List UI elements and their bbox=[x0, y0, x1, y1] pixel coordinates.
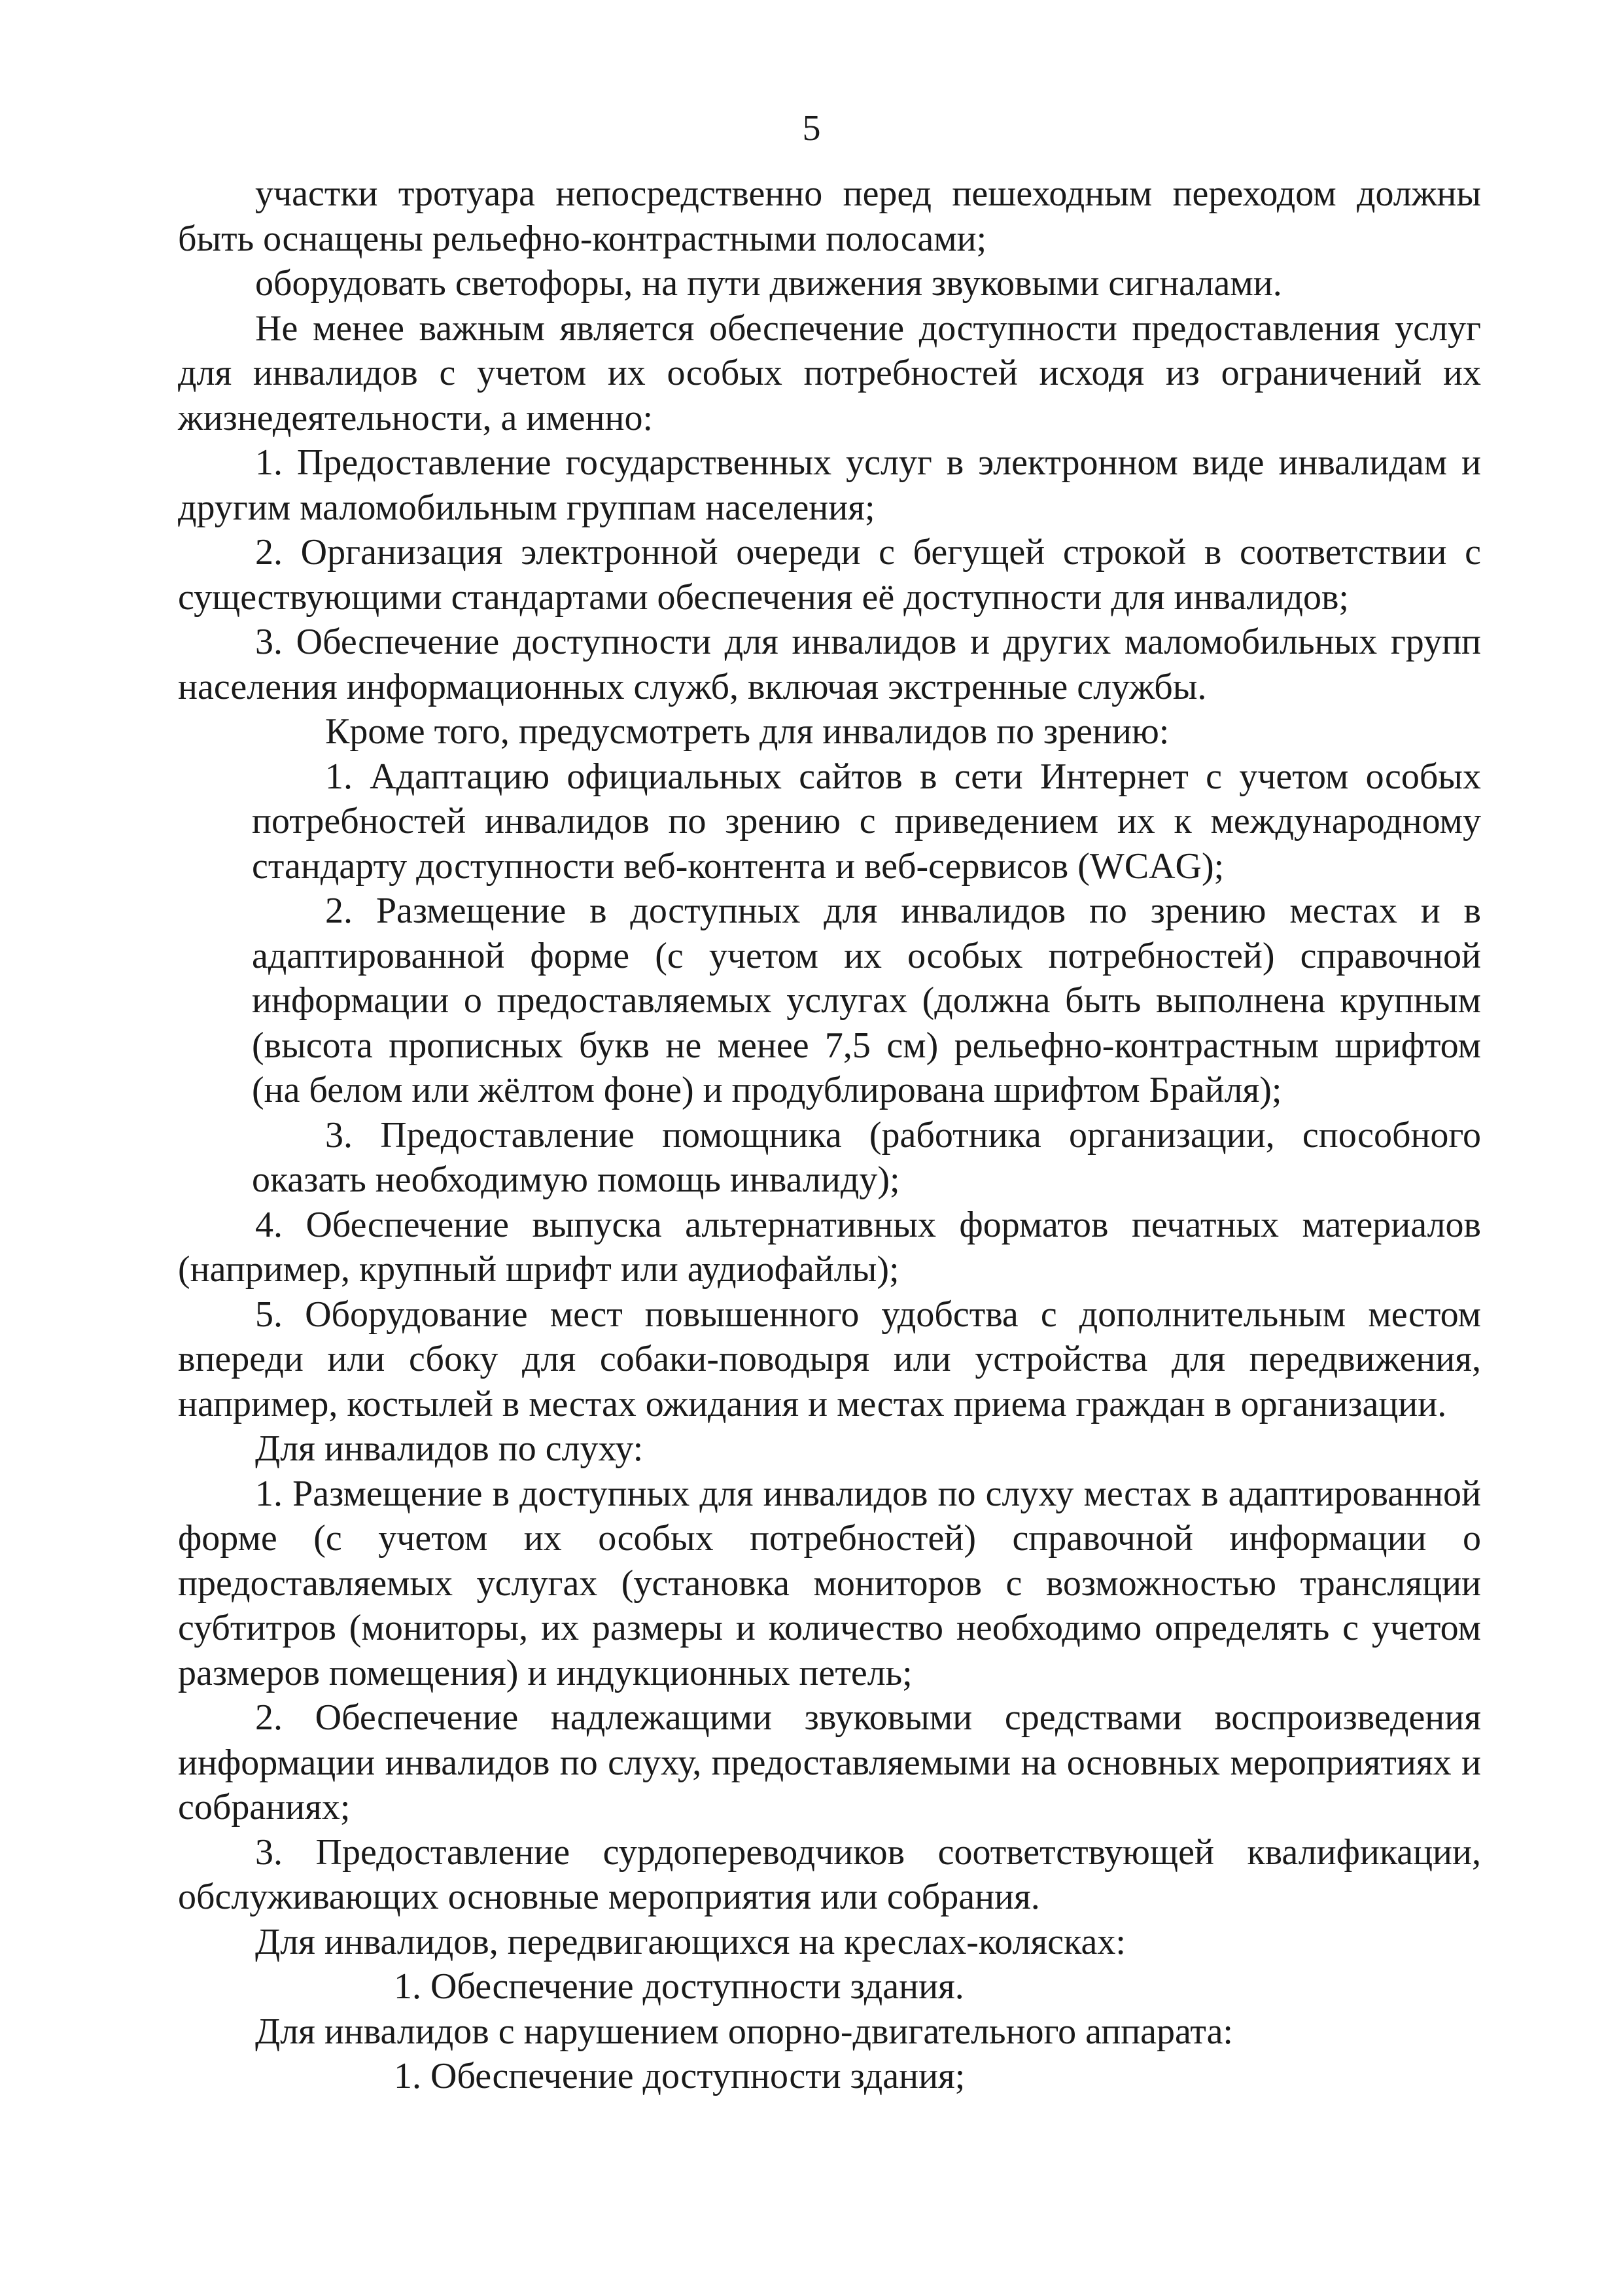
document-body bbox=[178, 171, 1481, 2099]
paragraph: участки тротуара непосредственно перед пешеходным переходом должны быть оснащены рельефно-контрастными полосами; bbox=[178, 173, 1481, 259]
paragraph: оборудовать светофоры, на пути движения звуковыми сигналами. bbox=[255, 263, 1282, 304]
list-item: 1. Обеспечение доступности здания. bbox=[394, 1966, 964, 2007]
page-number: 5 bbox=[802, 108, 821, 149]
paragraph: Не менее важным является обеспечение доступности предоставления услуг для инвалидов с учетом их особых потребностей исходя из ограничений их жизнедеятельности, а именно: bbox=[178, 308, 1481, 438]
list-item: 2. Размещение в доступных для инвалидов по зрению местах и в адаптированной форме (с учетом их особых потребностей) справочной информации о предоставляемых услугах (должна быть выполнена крупным (высота прописных букв не менее 7,5 см) рельефно-контрастным шрифтом (на белом или жёлтом фоне) и продублирована шрифтом Брайля); bbox=[252, 891, 1481, 1110]
list-item: 3. Предоставление сурдопереводчиков соответствующей квалификации, обслуживающих основные мероприятия или собрания. bbox=[178, 1831, 1481, 1917]
list-item: 4. Обеспечение выпуска альтернативных форматов печатных материалов (например, крупный шрифт или аудиофайлы); bbox=[178, 1204, 1481, 1290]
list-item: 3. Обеспечение доступности для инвалидов и других маломобильных групп населения информационных служб, включая экстренные службы. bbox=[178, 622, 1481, 707]
section-intro: Для инвалидов по слуху: bbox=[255, 1428, 644, 1469]
section-intro: Для инвалидов с нарушением опорно-двигательного аппарата: bbox=[255, 2011, 1233, 2052]
list-item: 1. Предоставление государственных услуг в электронном виде инвалидам и другим маломобильным группам населения; bbox=[178, 442, 1481, 528]
list-item: 2. Организация электронной очереди с бегущей строкой в соответствии с существующими стандартами обеспечения её доступности для инвалидов; bbox=[178, 532, 1481, 618]
section-intro: Кроме того, предусмотреть для инвалидов по зрению: bbox=[325, 711, 1170, 752]
list-item: 1. Размещение в доступных для инвалидов по слуху местах в адаптированной форме (с учетом их особых потребностей) справочной информации о предоставляемых услугах (установка мониторов с возможностью трансляции субтитров (мониторы, их размеры и количество необходимо определять с учетом размеров помещения) и индукционных петель; bbox=[178, 1473, 1481, 1693]
section-intro: Для инвалидов, передвигающихся на креслах-колясках: bbox=[255, 1921, 1126, 1962]
list-item: 1. Обеспечение доступности здания; bbox=[394, 2056, 966, 2096]
list-item: 1. Адаптацию официальных сайтов в сети Интернет с учетом особых потребностей инвалидов по зрению с приведением их к международному стандарту доступности веб-контента и веб-сервисов (WCAG); bbox=[252, 756, 1481, 887]
list-item: 3. Предоставление помощника (работника организации, способного оказать необходимую помощь инвалиду); bbox=[252, 1114, 1481, 1200]
list-item: 2. Обеспечение надлежащими звуковыми средствами воспроизведения информации инвалидов по слуху, предоставляемыми на основных мероприятиях и собраниях; bbox=[178, 1697, 1481, 1828]
list-item: 5. Оборудование мест повышенного удобства с дополнительным местом впереди или сбоку для собаки-поводыря или устройства для передвижения, например, костылей в местах ожидания и местах приема граждан в организации. bbox=[178, 1294, 1481, 1424]
